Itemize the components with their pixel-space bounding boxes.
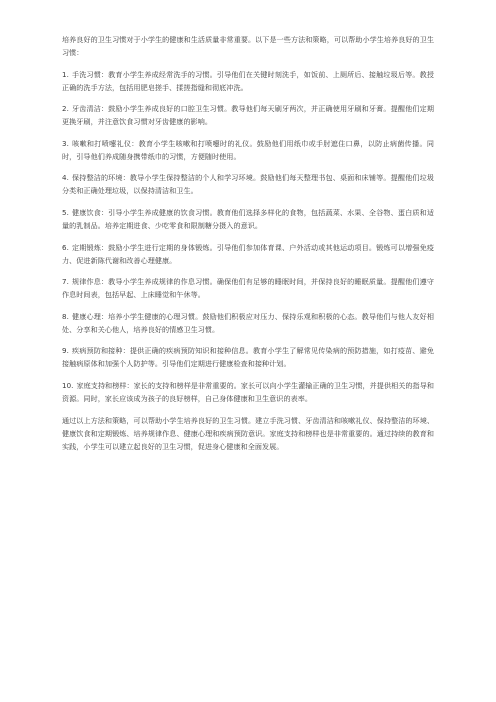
intro-paragraph: 培养良好的卫生习惯对于小学生的健康和生活质量非常重要。以下是一些方法和策略，可以帮助小学生培养良好的卫生习惯：: [62, 35, 434, 57]
item-text: 手洗习惯：教育小学生养成经常洗手的习惯。引导他们在关键时刻洗手，如饭前、上厕所后、接触垃圾后等。教授正确的洗手方法，包括用肥皂搓手、揉搓指缝和彻底冲洗。: [62, 69, 434, 92]
item-text: 健康饮食：引导小学生养成健康的饮食习惯。教育他们选择多样化的食物，包括蔬菜、水果、全谷物、蛋白质和适量的乳制品。培养定期进食、少吃零食和限制糖分摄入的意识。: [62, 207, 434, 230]
item-number: 9.: [62, 346, 69, 356]
item-text: 疾病预防和接种：提供正确的疾病预防知识和接种信息。教育小学生了解常见传染病的预防措施，如打疫苗、避免接触病原体和加强个人防护等。引导他们定期进行健康检查和接种计划。: [62, 346, 434, 369]
item-number: 6.: [62, 242, 69, 252]
item-number: 1.: [62, 69, 69, 79]
list-item: [62, 68, 434, 94]
list-item: [62, 379, 434, 405]
item-number: 5.: [62, 207, 69, 217]
item-text: 咳嗽和打喷嚏礼仪：教育小学生咳嗽和打喷嚏时的礼仪。鼓励他们用纸巾或手肘遮住口鼻，以防止病菌传播。同时，引导他们养成随身携带纸巾的习惯，方便随时使用。: [62, 138, 434, 161]
item-number: 10.: [62, 380, 74, 390]
item-text: 规律作息：教导小学生养成规律的作息习惯。确保他们有足够的睡眠时间，并保持良好的睡眠质量。提醒他们遵守作息时间表，包括早起、上床睡觉和午休等。: [62, 277, 434, 300]
list-item: [62, 241, 434, 267]
item-number: 7.: [62, 277, 69, 287]
list-item: [62, 171, 434, 197]
item-text: 保持整洁的环境：教导小学生保持整洁的个人和学习环境。鼓励他们每天整理书包、桌面和床铺等。提醒他们垃圾分类和正确处理垃圾，以保持清洁和卫生。: [62, 173, 434, 196]
item-number: 8.: [62, 311, 69, 321]
item-text: 健康心理：培养小学生健康的心理习惯。鼓励他们积极应对压力、保持乐观和积极的心态。教导他们与他人友好相处、分享和关心他人，培养良好的情感卫生习惯。: [62, 311, 434, 334]
list-item: [62, 310, 434, 336]
conclusion-paragraph: 通过以上方法和策略，可以帮助小学生培养良好的卫生习惯。建立手洗习惯、牙齿清洁和咳嗽礼仪、保持整洁的环境、健康饮食和定期锻炼、培养规律作息、健康心理和疾病预防意识。家庭支持和榜样也是非常重要的。通过持续的教育和实践，小学生可以建立起良好的卫生习惯，促进身心健康和全面发展。: [62, 415, 434, 451]
item-text: 定期锻炼：鼓励小学生进行定期的身体锻炼。引导他们参加体育课、户外活动或其他运动项目。锻炼可以增强免疫力、促进新陈代谢和改善心理健康。: [62, 242, 434, 265]
list-item: [62, 137, 434, 163]
item-text: 家庭支持和榜样：家长的支持和榜样是非常重要的。家长可以向小学生灌输正确的卫生习惯，并提供相关的指导和资源。同时，家长应该成为孩子的良好榜样，自己身体健康和卫生意识的表率。: [62, 380, 434, 403]
item-number: 3.: [62, 138, 69, 148]
document-body: [62, 33, 434, 461]
item-number: 4.: [62, 173, 69, 183]
item-text: 牙齿清洁：鼓励小学生养成良好的口腔卫生习惯。教导他们每天刷牙两次，并正确使用牙刷和牙膏。提醒他们定期更换牙刷，并注意饮食习惯对牙齿健康的影响。: [62, 104, 434, 127]
list-item: [62, 102, 434, 128]
item-number: 2.: [62, 104, 69, 114]
list-item: [62, 206, 434, 232]
list-item: [62, 344, 434, 370]
list-item: [62, 275, 434, 301]
